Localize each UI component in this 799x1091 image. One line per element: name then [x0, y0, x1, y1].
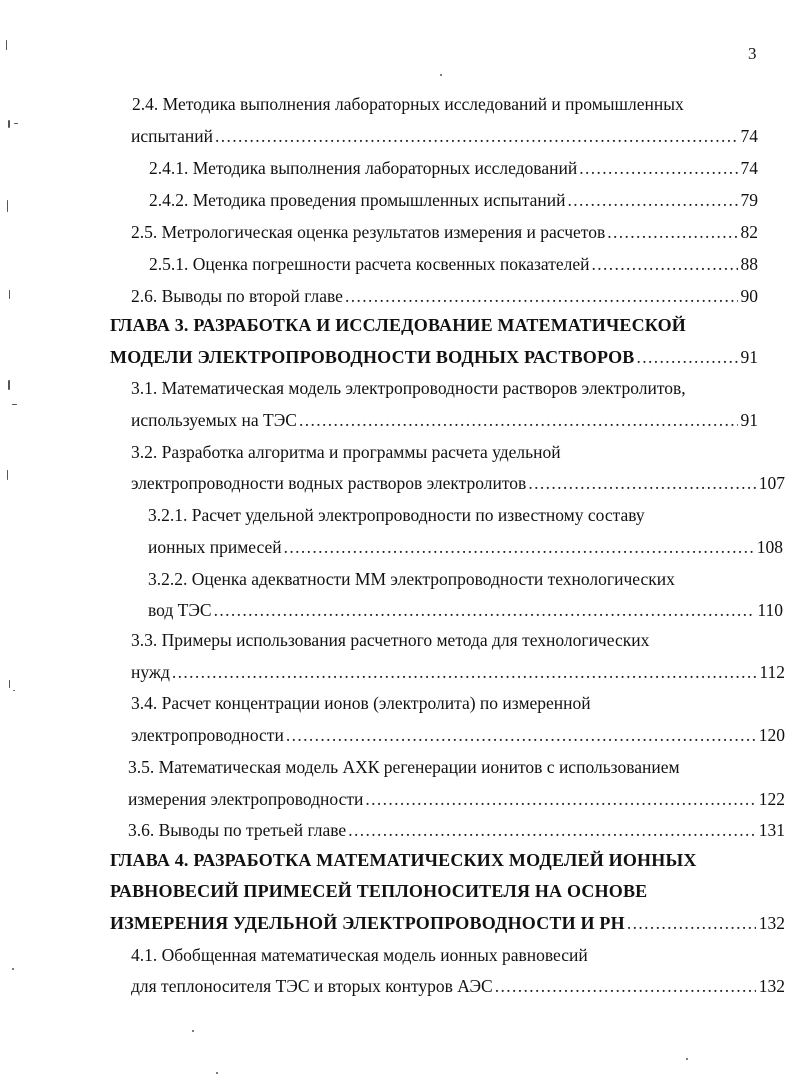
toc-entry-2-5-1	[149, 252, 758, 276]
scan-speck	[13, 690, 15, 691]
dot-leader	[215, 124, 738, 148]
dot-leader	[214, 598, 755, 622]
scan-speck	[192, 1030, 194, 1032]
dot-leader	[286, 723, 756, 747]
dot-leader	[345, 284, 738, 308]
toc-entry-title: электропроводности водных растворов электролитов	[131, 473, 527, 493]
dot-leader	[637, 345, 738, 369]
dot-leader	[592, 252, 738, 276]
toc-page-number: 132	[758, 913, 785, 933]
toc-entry-3-1	[131, 408, 758, 432]
toc-entry-title: используемых на ТЭС	[131, 410, 297, 430]
toc-entry-3-1-line1: 3.1. Математическая модель электропроводности растворов электролитов,	[131, 378, 686, 398]
chapter-4-heading-line2: РАВНОВЕСИЙ ПРИМЕСЕЙ ТЕПЛОНОСИТЕЛЯ НА ОСНОВЕ	[110, 881, 648, 901]
toc-entry-title: 2.4.2. Методика проведения промышленных испытаний	[149, 190, 566, 210]
scan-speck	[12, 404, 17, 405]
toc-entry-3-2-1	[148, 535, 783, 559]
toc-page-number: 132	[758, 976, 785, 996]
toc-page-number: 88	[740, 254, 758, 274]
chapter-heading-title: ИЗМЕРЕНИЯ УДЕЛЬНОЙ ЭЛЕКТРОПРОВОДНОСТИ И РН	[110, 913, 625, 933]
toc-entry-3-3	[131, 660, 785, 684]
chapter-4-heading-line1: ГЛАВА 4. РАЗРАБОТКА МАТЕМАТИЧЕСКИХ МОДЕЛЕЙ ИОННЫХ	[110, 850, 697, 870]
toc-entry-3-2-line1: 3.2. Разработка алгоритма и программы расчета удельной	[131, 442, 561, 462]
dot-leader	[528, 471, 755, 495]
toc-entry-title: 2.5.1. Оценка погрешности расчета косвенных показателей	[149, 254, 590, 274]
toc-entry-title: для теплоносителя ТЭС и вторых контуров АЭС	[131, 976, 493, 996]
toc-page-number: 122	[758, 789, 785, 809]
page-number: 3	[748, 44, 757, 63]
chapter-4-heading	[110, 911, 785, 935]
toc-page-number: 91	[740, 410, 758, 430]
scan-speck	[9, 680, 10, 688]
scan-speck	[7, 470, 8, 480]
dot-leader	[607, 220, 737, 244]
toc-page-number: 74	[740, 158, 758, 178]
chapter-3-heading-line1: ГЛАВА 3. РАЗРАБОТКА И ИССЛЕДОВАНИЕ МАТЕМАТИЧЕСКОЙ	[110, 315, 686, 335]
toc-entry-3-6	[128, 818, 785, 842]
toc-page-number: 79	[740, 190, 758, 210]
scan-speck	[8, 380, 10, 390]
toc-entry-3-4	[131, 723, 785, 747]
toc-entry-title: 2.5. Метрологическая оценка результатов измерения и расчетов	[131, 222, 606, 242]
dot-leader	[495, 974, 756, 998]
toc-entry-title: электропроводности	[131, 725, 284, 745]
toc-entry-title: ионных примесей	[148, 537, 282, 557]
toc-entry-3-5-line1: 3.5. Математическая модель АХК регенерации ионитов с использованием	[128, 757, 680, 777]
scan-speck	[8, 120, 10, 128]
toc-entry-4-1-line1: 4.1. Обобщенная математическая модель ионных равновесий	[131, 945, 588, 965]
toc-entry-3-3-line1: 3.3. Примеры использования расчетного метода для технологических	[131, 630, 650, 650]
toc-page-number: 82	[740, 222, 758, 242]
toc-entry-3-2-1-line1: 3.2.1. Расчет удельной электропроводности по известному составу	[148, 505, 645, 525]
scan-speck	[12, 968, 14, 970]
toc-entry-2-6	[131, 284, 758, 308]
toc-entry-2-4	[131, 124, 758, 148]
dot-leader	[299, 408, 738, 432]
dot-leader	[579, 156, 737, 180]
dot-leader	[172, 660, 757, 684]
dot-leader	[567, 188, 737, 212]
toc-entry-title: 3.6. Выводы по третьей главе	[128, 820, 347, 840]
toc-entry-3-2	[131, 471, 785, 495]
toc-entry-4-1	[131, 974, 785, 998]
toc-entry-title: измерения электропроводности	[128, 789, 364, 809]
toc-page-number: 74	[740, 126, 758, 146]
toc-entry-2-5	[131, 220, 758, 244]
toc-entry-title: 2.6. Выводы по второй главе	[131, 286, 343, 306]
dot-leader	[348, 818, 756, 842]
toc-entry-2-4-line1: 2.4. Методика выполнения лабораторных исследований и промышленных	[132, 94, 684, 114]
toc-entry-title: нужд	[131, 662, 170, 682]
toc-page-number: 90	[740, 286, 758, 306]
scan-speck	[686, 1058, 688, 1060]
scan-speck	[6, 40, 7, 50]
toc-page-number: 107	[758, 473, 785, 493]
toc-page-number: 110	[757, 600, 783, 620]
toc-entry-2-4-2	[149, 188, 758, 212]
toc-entry-3-4-line1: 3.4. Расчет концентрации ионов (электролита) по измеренной	[131, 693, 591, 713]
toc-page-number: 131	[758, 820, 785, 840]
toc-page-number: 108	[756, 537, 783, 557]
chapter-heading-title: МОДЕЛИ ЭЛЕКТРОПРОВОДНОСТИ ВОДНЫХ РАСТВОРОВ	[110, 347, 635, 367]
dot-leader	[365, 787, 755, 811]
scan-speck	[7, 200, 8, 212]
toc-page-number: 120	[758, 725, 785, 745]
scan-speck	[14, 123, 18, 124]
toc-entry-3-2-2-line1: 3.2.2. Оценка адекватности ММ электропроводности технологических	[148, 569, 675, 589]
toc-page-number: 112	[759, 662, 785, 682]
toc-entry-3-5	[128, 787, 785, 811]
scan-speck	[9, 290, 10, 299]
toc-entry-2-4-1	[149, 156, 758, 180]
dot-leader	[627, 911, 756, 935]
toc-entry-title: вод ТЭС	[148, 600, 212, 620]
scan-speck	[216, 1072, 218, 1074]
toc-entry-title: испытаний	[131, 126, 213, 146]
toc-entry-3-2-2	[148, 598, 783, 622]
toc-entry-title: 2.4.1. Методика выполнения лабораторных исследований	[149, 158, 578, 178]
toc-page-number: 91	[740, 347, 758, 367]
scan-speck	[440, 74, 442, 76]
chapter-3-heading	[110, 345, 758, 369]
dot-leader	[284, 535, 754, 559]
